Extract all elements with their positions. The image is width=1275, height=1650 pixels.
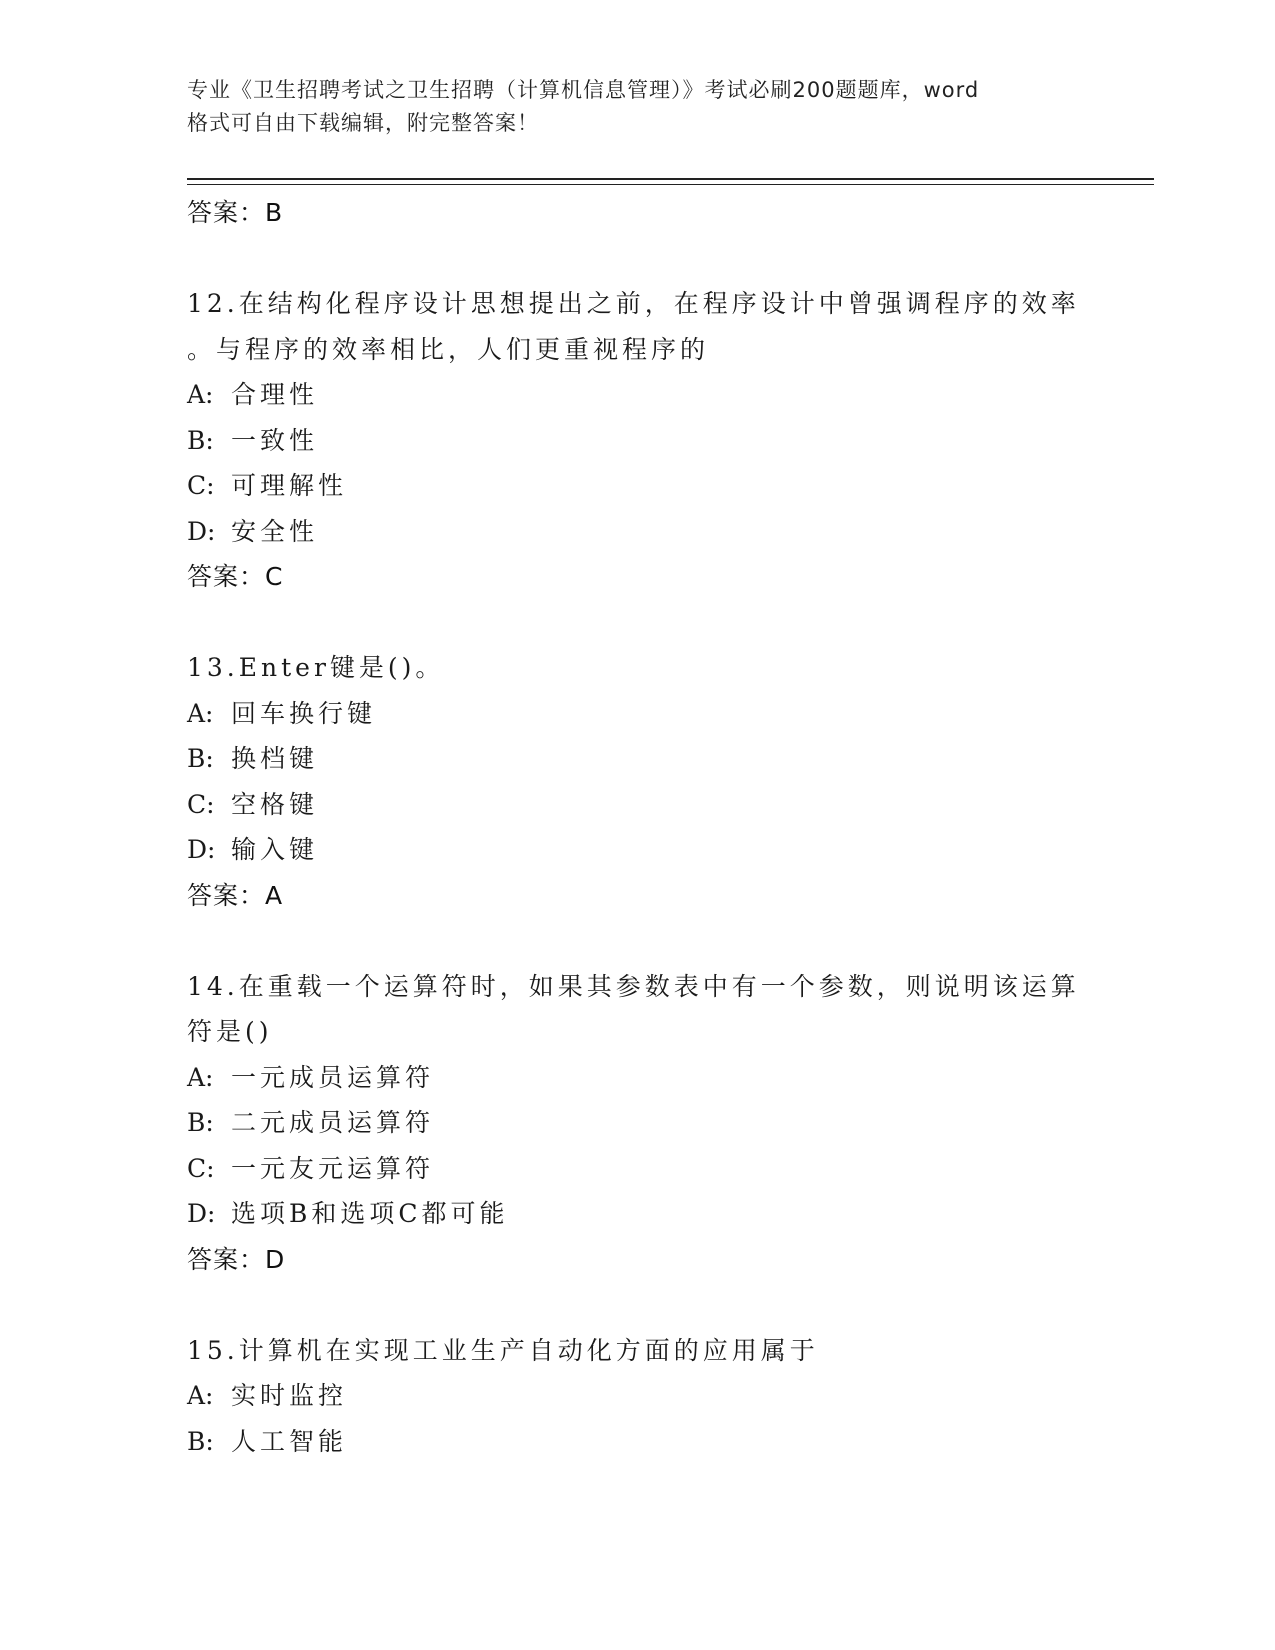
spacer xyxy=(187,1282,1087,1328)
header-line-1: 专业《卫生招聘考试之卫生招聘（计算机信息管理）》考试必刷200题题库，word xyxy=(187,78,980,102)
option-text: 实时监控 xyxy=(231,1381,348,1410)
option-text: 一致性 xyxy=(231,425,319,455)
option-text: 换档键 xyxy=(231,744,319,773)
option-label: A: xyxy=(187,1381,214,1410)
answer-line: 答案：D xyxy=(187,1244,286,1274)
option-text: 二元成员运算符 xyxy=(231,1108,435,1137)
option-text: 安全性 xyxy=(231,516,319,546)
option-a xyxy=(187,1373,1087,1419)
question-stem: 。与程序的效率相比，人们更重视程序的 xyxy=(187,334,710,364)
option-text: 选项B和选项C都可能 xyxy=(231,1199,509,1228)
spacer xyxy=(187,918,1087,964)
option-text: 人工智能 xyxy=(231,1426,348,1456)
option-label: B: xyxy=(187,425,214,455)
spacer xyxy=(187,600,1087,646)
option-text: 合理性 xyxy=(231,380,319,409)
question-stem: 符是() xyxy=(187,1017,273,1046)
option-label: D: xyxy=(187,835,216,864)
option-label: A: xyxy=(187,1062,214,1092)
option-text: 回车换行键 xyxy=(231,698,377,728)
option-c xyxy=(187,463,1087,509)
question-stem: 14.在重载一个运算符时，如果其参数表中有一个参数，则说明该运算 xyxy=(187,971,1080,1001)
option-a xyxy=(187,372,1087,418)
option-a xyxy=(187,1055,1087,1101)
option-label: D: xyxy=(187,516,216,546)
option-label: D: xyxy=(187,1199,216,1228)
spacer xyxy=(187,236,1087,282)
option-label: B: xyxy=(187,744,214,773)
question-13 xyxy=(187,645,1087,918)
answer-line: 答案：B xyxy=(187,198,284,227)
option-b xyxy=(187,736,1087,782)
question-stem: 13.Enter键是()。 xyxy=(187,653,445,682)
option-text: 空格键 xyxy=(231,789,319,819)
question-stem: 12.在结构化程序设计思想提出之前，在程序设计中曾强调程序的效率 xyxy=(187,289,1080,318)
answer-line: 答案：A xyxy=(187,880,284,910)
option-d xyxy=(187,509,1087,555)
option-label: B: xyxy=(187,1108,214,1137)
option-a xyxy=(187,691,1087,737)
option-text: 输入键 xyxy=(231,835,319,864)
option-b xyxy=(187,418,1087,464)
option-text: 一元友元运算符 xyxy=(231,1153,435,1183)
header-divider xyxy=(187,178,1154,185)
question-stem: 15.计算机在实现工业生产自动化方面的应用属于 xyxy=(187,1335,819,1365)
question-12 xyxy=(187,281,1087,600)
option-label: A: xyxy=(187,698,214,728)
option-text: 一元成员运算符 xyxy=(231,1062,435,1092)
question-14 xyxy=(187,964,1087,1283)
option-label: A: xyxy=(187,380,214,409)
option-d xyxy=(187,827,1087,873)
question-15 xyxy=(187,1328,1087,1465)
document-header xyxy=(187,74,1087,140)
answer-line: 答案：C xyxy=(187,562,284,591)
option-label: B: xyxy=(187,1426,214,1456)
option-b xyxy=(187,1100,1087,1146)
option-label: C: xyxy=(187,1153,215,1183)
option-c xyxy=(187,782,1087,828)
option-d xyxy=(187,1191,1087,1237)
option-label: C: xyxy=(187,471,215,500)
question-list xyxy=(187,190,1087,1464)
header-line-2: 格式可自由下载编辑，附完整答案！ xyxy=(187,111,539,135)
option-text: 可理解性 xyxy=(231,471,348,500)
option-b xyxy=(187,1419,1087,1465)
option-c xyxy=(187,1146,1087,1192)
option-label: C: xyxy=(187,789,215,819)
